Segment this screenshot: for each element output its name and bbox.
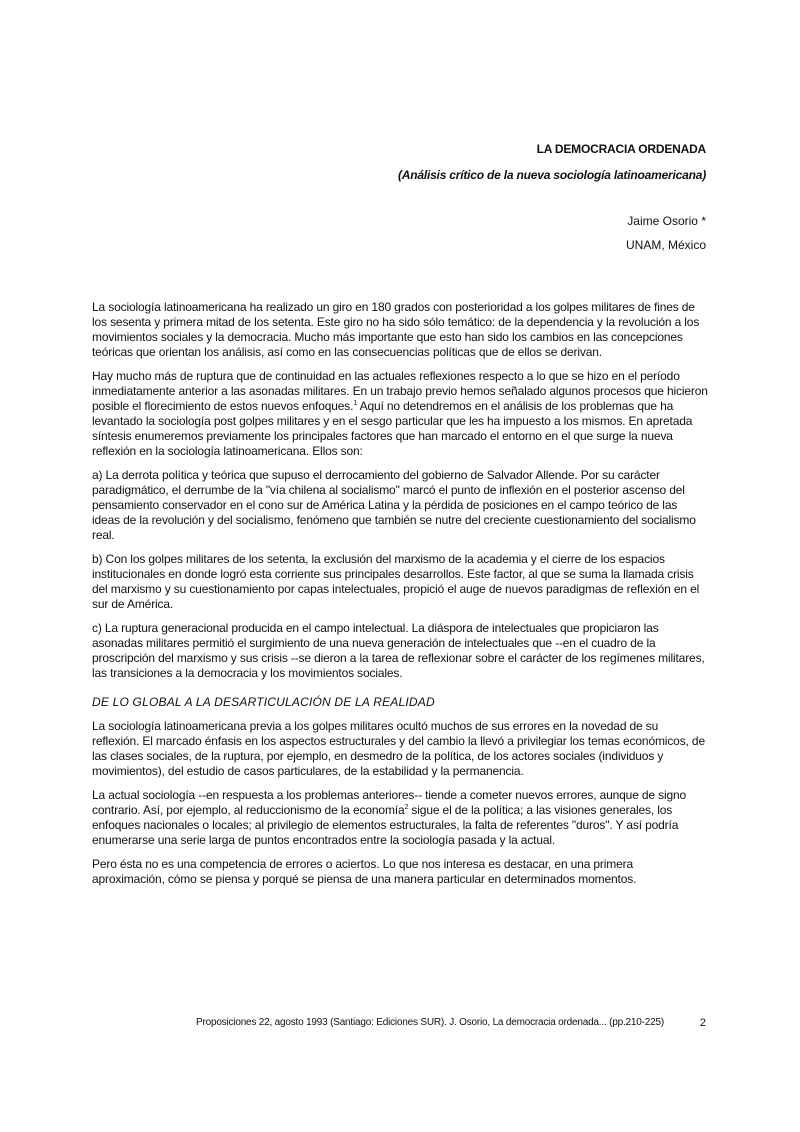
paragraph-2-text-a: Hay mucho más de ruptura que de continuidad en las actuales reflexiones respecto a lo que se hizo en el período inmediatamente anterior a las asonadas militares. En un trabajo previo hemos señalado algunos procesos que hicieron posible el florecimiento de estos nuevos enfoques.	[92, 369, 708, 413]
paragraph-2	[92, 369, 708, 459]
article-subtitle: (Análisis crítico de la nueva sociología latinoamericana)	[397, 168, 706, 182]
paragraph-6: La sociología latinoamericana previa a los golpes militares ocultó muchos de sus errores en la novedad de su reflexión. El marcado énfasis en los aspectos estructurales y del cambio la llevó a privilegiar los temas económicos, de las clases sociales, de la ruptura, por ejemplo, en desmedro de la política, de los actores sociales (individuos y movimientos), del estudio de casos particulares, de la estabilidad y la permanencia.	[92, 719, 705, 778]
article-title: LA DEMOCRACIA ORDENADA	[536, 142, 706, 156]
author-affiliation: UNAM, México	[625, 238, 706, 252]
paragraph-5: c) La ruptura generacional producida en el campo intelectual. La diáspora de intelectuales que propiciaron las asonadas militares permitió el surgimiento de una nueva generación de intelectuales que --en el cuadro de la proscripción del marxismo y sus crisis --se dieron a la tarea de reflexionar sobre el carácter de los regímenes militares, las transiciones a la democracia y los movimientos sociales.	[92, 621, 705, 680]
paragraph-1: La sociología latinoamericana ha realizado un giro en 180 grados con posterioridad a los golpes militares de fines de los sesenta y primera mitad de los setenta. Este giro no ha sido sólo temático: de la dependencia y la revolución a los movimientos sociales y la democracia. Mucho más importante que esto han sido los cambios en las concepciones teóricas que orientan los análisis, así como en las consecuencias políticas que de ellos se derivan.	[92, 300, 700, 359]
footnote-ref-2[interactable]: 2	[404, 804, 409, 811]
paragraph-3: a) La derrota política y teórica que supuso el derrocamiento del gobierno de Salvador Allende. Por su carácter paradigmático, el derrumbe de la "vía chilena al socialismo" marcó el punto de inflexión en el posterior ascenso del pensamiento conservador en el cono sur de América Latina y la pérdida de posiciones en el campo teórico de las ideas de la revolución y del socialismo, fenómeno que también se nutre del creciente cuestionamiento del socialismo real.	[92, 468, 696, 542]
section-heading: DE LO GLOBAL A LA DESARTICULACIÓN DE LA REALIDAD	[92, 695, 435, 709]
paragraph-7-text-a: La actual sociología --en respuesta a los problemas anteriores-- tiende a cometer nuevos errores, aunque de signo contrario. Así, por ejemplo, al reduccionismo de la economía	[92, 788, 687, 817]
paragraph-7	[92, 788, 708, 848]
page-number: 2	[699, 1017, 706, 1029]
footnote-ref-1[interactable]: 1	[353, 400, 358, 407]
footer-citation: Proposiciones 22, agosto 1993 (Santiago: Ediciones SUR). J. Osorio, La democracia ordenada... (pp.210-225)	[196, 1017, 664, 1028]
author-name: Jaime Osorio *	[627, 214, 706, 228]
header-block	[398, 141, 706, 253]
paragraph-8: Pero ésta no es una competencia de errores o aciertos. Lo que nos interesa es destacar, en una primera aproximación, cómo se piensa y porqué se piensa de una manera particular en determinados momentos.	[92, 857, 637, 886]
article-body	[92, 300, 708, 896]
paragraph-2-text-b: Aquí no detendremos en el análisis de los problemas que ha levantado la sociología post golpes militares y en el sesgo particular que les ha impuesto a los mismos. En apretada síntesis enumeremos previamente los principales factores que han marcado el entorno en el que surge la nueva reflexión en la sociología latinoamericana. Ellos son:	[92, 399, 693, 458]
paragraph-7-text-b: sigue el de la política; a las visiones generales, los enfoques nacionales o locales; al privilegio de elementos estructurales, la falta de referentes "duros". Y así podría enumerarse una serie larga de puntos encontrados entre la sociología pasada y la actual.	[92, 803, 679, 847]
paragraph-4: b) Con los golpes militares de los setenta, la exclusión del marxismo de la academia y el cierre de los espacios institucionales en donde logró esta corriente sus principales desarrollos. Este factor, al que se suma la llamada crisis del marxismo y su cuestionamiento por capas intelectuales, propició el auge de nuevos paradigmas de reflexión en el sur de América.	[92, 552, 700, 611]
